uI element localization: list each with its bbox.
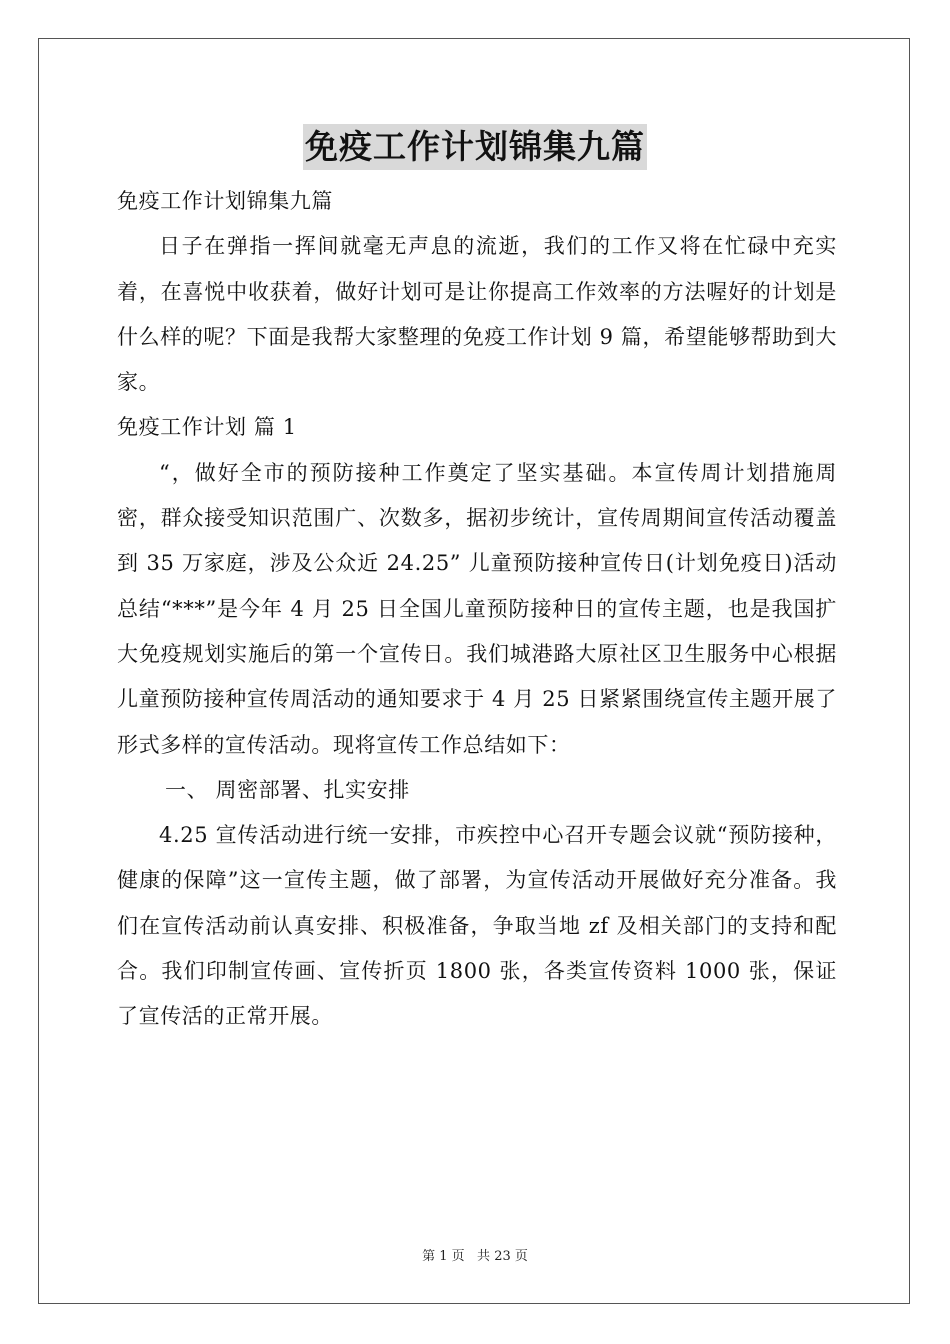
intro-paragraph: 日子在弹指一挥间就毫无声息的流逝，我们的工作又将在忙碌中充实着，在喜悦中收获着，做好计划可是让你提高工作效率的方法喔好的计划是什么样的呢？下面是我帮大家整理的免疫工作计划 9 篇，希望能够帮助到大家。 — [117, 234, 837, 395]
paragraph-1: “，做好全市的预防接种工作奠定了坚实基础。本宣传周计划措施周密，群众接受知识范围广、次数多，据初步统计，宣传周期间宣传活动覆盖到 35 万家庭，涉及公众近 24.25” 儿童预防接种宣传日(计划免疫日)活动总结“***”是今年 4 月 25 日全国儿童预防接种日的宣传主题，也是我国扩大免疫规划实施后的第一个宣传日。我们城港路大原社区卫生服务中心根据儿童预防接种宣传周活动的通知要求于 4 月 25 日紧紧围绕宣传主题开展了形式多样的宣传活动。现将宣传工作总结如下： — [117, 460, 837, 757]
page-footer — [0, 1245, 950, 1264]
document-body — [117, 179, 837, 1040]
subheading-1: 一、 周密部署、扎实安排 — [165, 777, 410, 802]
page-number: 第 1 页 共 23 页 — [422, 1249, 528, 1264]
section-heading: 免疫工作计划 篇 1 — [117, 415, 297, 440]
paragraph-2: 4.25 宣传活动进行统一安排，市疾控中心召开专题会议就“预防接种，健康的保障”这一宣传主题，做了部署，为宣传活动开展做好充分准备。我们在宣传活动前认真安排、积极准备，争取当地 zf 及相关部门的支持和配合。我们印制宣传画、宣传折页 1800 张，各类宣传资料 1000 张，保证了宣传活的正常开展。 — [117, 823, 837, 1029]
document-subtitle: 免疫工作计划锦集九篇 — [117, 189, 333, 213]
title-wrap — [0, 124, 950, 170]
document-title: 免疫工作计划锦集九篇 — [303, 124, 647, 170]
